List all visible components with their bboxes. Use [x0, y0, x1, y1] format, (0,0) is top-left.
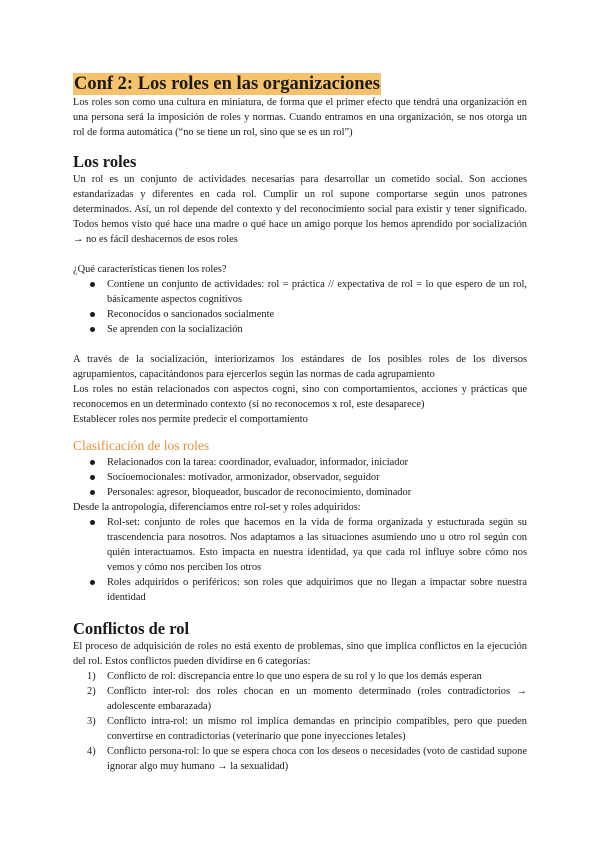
list-item: Relacionados con la tarea: coordinador, evaluador, informador, iniciador: [73, 455, 527, 470]
list-item: Socioemocionales: motivador, armonizador, observador, seguidor: [73, 470, 527, 485]
list-item: Personales: agresor, bloqueador, buscador de reconocimiento, dominador: [73, 485, 527, 500]
list-item: [73, 714, 527, 744]
list-item: Se aprenden con la socialización: [73, 322, 527, 337]
list-item-text: Conflicto de rol: discrepancia entre lo que uno espera de su rol y lo que los demás esperan: [107, 671, 482, 682]
list-item: Reconocidos o sancionados socialmente: [73, 307, 527, 322]
list-item: Roles adquiridos o periféricos: son roles que adquirimos que no llegan a impactar sobre nuestra identidad: [73, 575, 527, 605]
section-heading-conflictos: Conflictos de rol: [73, 619, 190, 638]
section-heading-clasificacion: Clasificación de los roles: [73, 438, 210, 453]
socialization-paragraph: A través de la socialización, interiorizamos los estándares de los posibles roles de los diversos agrupamientos, capacitándonos para ejercerlos según las normas de cada agrupamiento: [73, 354, 527, 380]
conflicts-paragraph: El proceso de adquisición de roles no está exento de problemas, sino que implica conflictos en la ejecución del rol. Estos conflictos pueden dividirse en 6 categorías:: [73, 641, 527, 667]
list-number: 1): [87, 671, 96, 682]
roles-characteristics-list: [73, 277, 527, 337]
list-item: [73, 744, 527, 774]
roles-paragraph: Un rol es un conjunto de actividades necesarias para desarrollar un cometido social. Son acciones estandarizadas y diferentes en cada rol. Cumplir un rol supone comportarse según unos patrones determinados. Así, un rol depende del contexto y del reconocimiento social para existir y tener significado. Todos hemos visto qué hace una madre o qué hace un amigo porque los hemos aprendido por socialización → no es fácil deshacernos de esos roles: [73, 174, 527, 245]
list-item: Contiene un conjunto de actividades: rol = práctica // expectativa de rol = lo que espero de un rol, básicamente aspectos cognitivos: [73, 277, 527, 307]
list-number: 2): [87, 686, 96, 697]
list-number: 3): [87, 716, 96, 727]
anthropology-paragraph: Desde la antropología, diferenciamos entre rol-set y roles adquiridos:: [73, 502, 361, 513]
list-item-text: Conflicto inter-rol: dos roles chocan en un momento determinado (roles contradictorios → adolescente embarazada): [107, 686, 527, 712]
prediction-paragraph: Establecer roles nos permite predecir el comportamiento: [73, 414, 308, 425]
document-content: [73, 72, 527, 774]
intro-paragraph: Los roles son como una cultura en miniatura, de forma que el primer efecto que tendrá una organización en una persona será la imposición de roles y normas. Cuando entramos en una organización, se nos otorga un rol de forma automática (“no se tiene un rol, sino que se es un rol”): [73, 97, 527, 138]
list-item: Rol-set: conjunto de roles que hacemos en la vida de forma organizada y estucturada según su trascendencia para nosotros. Nos adaptamos a las situaciones asumiendo uno u otro rol según con quién interactuamos. Esto impacta en nuestra identidad, ya que cada rol influye sobre cómo nos vemos y cómo nos perciben los otros: [73, 515, 527, 575]
list-item-text: Conflicto intra-rol: un mismo rol implica demandas en principio compatibles, pero que pueden convertirse en contradictorias (veterinario que pone inyecciones letales): [107, 716, 527, 742]
list-item: [73, 684, 527, 714]
list-item-text: Conflicto persona-rol: lo que se espera choca con los deseos o necesidades (voto de castidad supone ignorar algo muy humano → la sexualidad): [107, 746, 527, 772]
section-heading-roles: Los roles: [73, 152, 137, 171]
behaviour-paragraph: Los roles no están relacionados con aspectos cogni, sino con comportamientos, acciones y prácticas que reconocemos en un determinado contexto (si no reconocemos x rol, este desaparece): [73, 384, 527, 410]
roleset-list: [73, 515, 527, 605]
list-number: 4): [87, 746, 96, 757]
conflicts-list: [73, 669, 527, 774]
list-item: [73, 669, 527, 684]
role-types-list: [73, 455, 527, 500]
page-title: Conf 2: Los roles en las organizaciones: [74, 74, 380, 94]
roles-question: ¿Qué características tienen los roles?: [73, 264, 227, 275]
